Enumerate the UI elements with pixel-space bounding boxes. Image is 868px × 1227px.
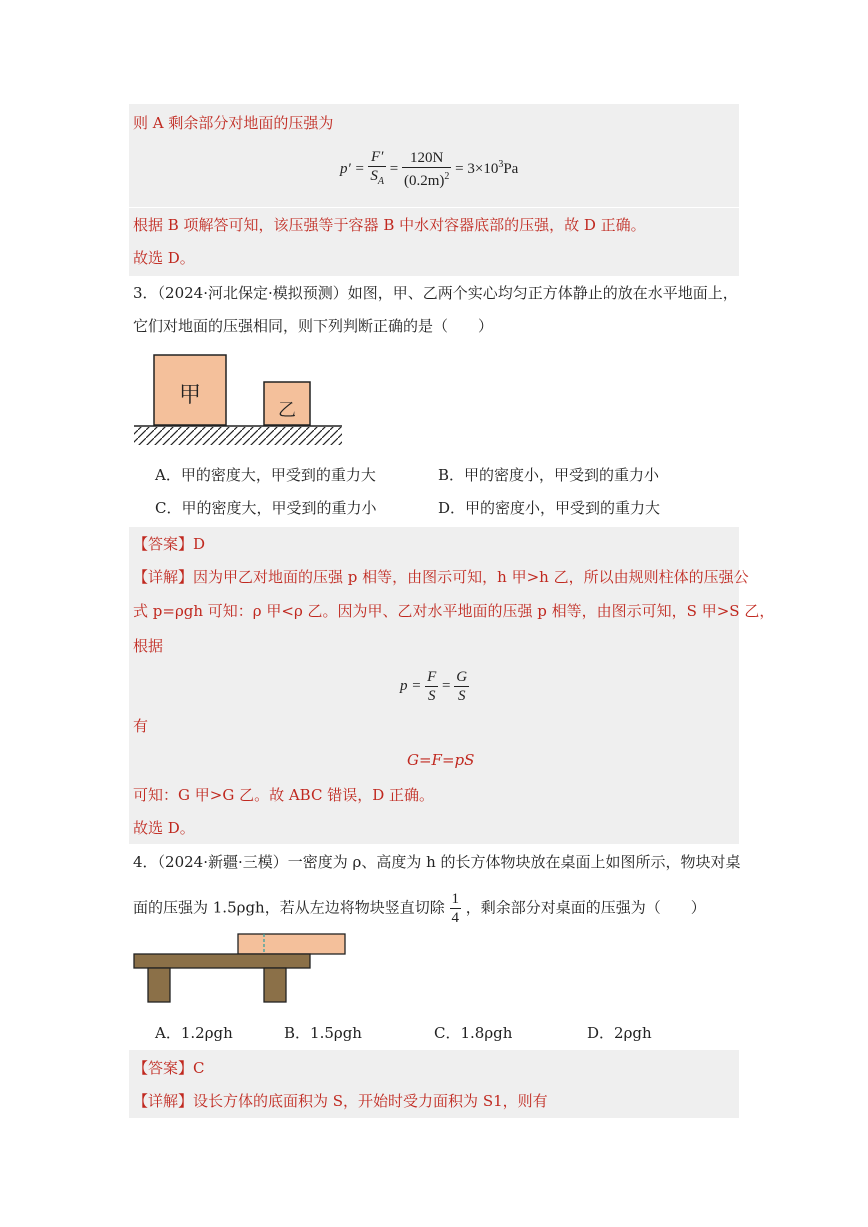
formula-pressure-remaining: p′ = $\frac{F'}{S_A}$ = $\frac{120N}{(0.2m)^2}$ = $3\times 10^3Pa$ xyxy=(340,149,519,189)
table-leg-left xyxy=(148,968,170,1002)
q3-detail-line2: 式 p=ρgh 可知：ρ 甲<ρ 乙。因为甲、乙对水平地面的压强 p 相等，由图示可知，S 甲>S 乙， xyxy=(133,602,775,620)
label-yi: 乙 xyxy=(278,400,296,421)
ground-hatch xyxy=(134,427,342,445)
tabletop xyxy=(134,954,310,968)
q3-stem-line1: 3．（2024·河北保定·模拟预测）如图，甲、乙两个实心均匀正方体静止的放在水平地面上， xyxy=(133,284,738,302)
q4-answer: 【答案】C xyxy=(133,1059,205,1077)
q3-option-d: D．甲的密度小，甲受到的重力大 xyxy=(438,499,661,517)
q3-detail-line3: 根据 xyxy=(133,637,164,655)
q4-option-d: D．2ρgh xyxy=(587,1024,652,1042)
q4-option-a: A．1.2ρgh xyxy=(155,1024,233,1042)
q4-stem-line1: 4．（2024·新疆·三模）一密度为 ρ、高度为 h 的长方体物块放在桌面上如图所示，物块对桌 xyxy=(133,853,741,871)
intro-line: 则 A 剩余部分对地面的压强为 xyxy=(133,114,334,132)
q4-stem-line2: 面的压强为 1.5ρgh，若从左边将物块竖直切除 $\frac{1}{4}$ ，剩余部分对桌面的压强为（ ） xyxy=(133,891,706,926)
prev-choose: 故选 D。 xyxy=(133,249,195,267)
q3-option-b: B．甲的密度小，甲受到的重力小 xyxy=(438,466,660,484)
prev-explanation: 根据 B 项解答可知，该压强等于容器 B 中水对容器底部的压强，故 D 正确。 xyxy=(133,216,646,234)
q4-option-c: C．1.8ρgh xyxy=(434,1024,513,1042)
q3-stem-line2: 它们对地面的压强相同，则下列判断正确的是（ ） xyxy=(133,317,494,335)
label-jia: 甲 xyxy=(178,383,201,408)
q4-detail: 【详解】设长方体的底面积为 S，开始时受力面积为 S1，则有 xyxy=(133,1092,548,1110)
q3-answer: 【答案】D xyxy=(133,535,206,553)
q3-formula-pressure: p = $\frac{F}{S}$ = $\frac{G}{S}$ xyxy=(400,669,468,704)
q3-center-formula: G=F=pS xyxy=(407,751,475,769)
q3-conclusion: 可知：G 甲>G 乙。故 ABC 错误，D 正确。 xyxy=(133,786,435,804)
q3-you: 有 xyxy=(133,717,149,735)
q3-option-c: C．甲的密度大，甲受到的重力小 xyxy=(155,499,377,517)
q3-choose: 故选 D。 xyxy=(133,819,195,837)
q4-figure-table xyxy=(130,930,352,1006)
block-on-table xyxy=(238,934,345,954)
q3-option-a: A．甲的密度大，甲受到的重力大 xyxy=(155,466,376,484)
table-leg-right xyxy=(264,968,286,1002)
q4-option-b: B．1.5ρgh xyxy=(284,1024,362,1042)
q3-detail-line1: 【详解】因为甲乙对地面的压强 p 相等，由图示可知，h 甲>h 乙，所以由规则柱体的压强公 xyxy=(133,568,749,586)
